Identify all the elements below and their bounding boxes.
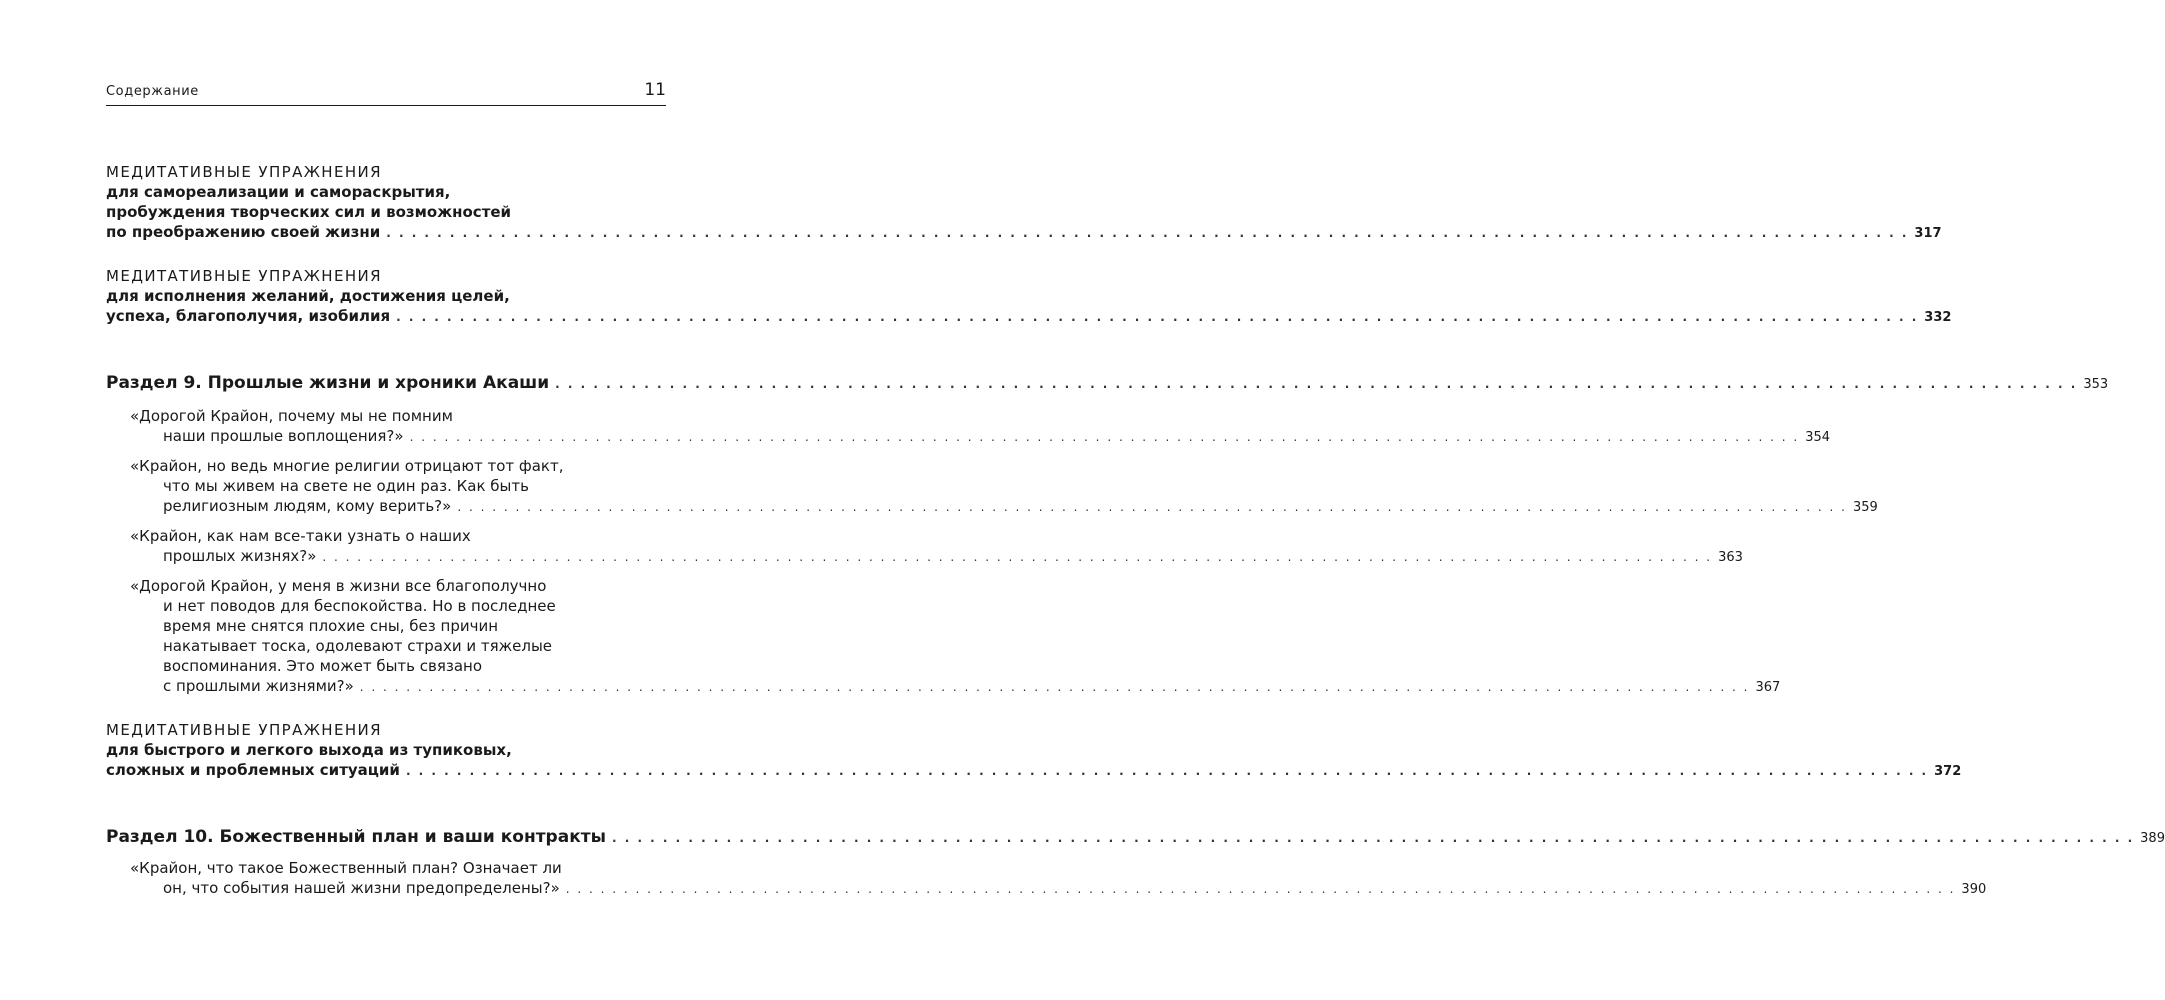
entry-last-line: Раздел 9. Прошлые жизни и хроники Акаши: [106, 373, 550, 393]
entry-line: пробуждения творческих сил и возможностей: [106, 203, 512, 221]
dot-leader: . . . . . . . . . . . . . . . . . . . . . . . . . . . . . . . . . . . . . . . . . . . . . . . . . . . . . . . . . . . . . . . . . . . . . . . . . . . . . . . . . . . . . . . . . . . . . . . . . . . . . . . . . . . . . . . . . . . . . . . .: [457, 500, 1847, 514]
entry-line: воспоминания. Это может быть связано: [163, 657, 483, 675]
entry-line: что мы живем на свете не один раз. Как быть: [163, 477, 529, 495]
entry-last-line: успеха, благополучия, изобилия: [106, 307, 391, 325]
entry-line: «Дорогой Крайон, почему мы не помним: [130, 407, 453, 425]
entry-line: время мне снятся плохие сны, без причин: [163, 617, 499, 635]
entry-line: и нет поводов для беспокойства. Но в последнее: [163, 597, 556, 615]
entry-last-line: по преображению своей жизни: [106, 223, 381, 241]
entry-line: для быстрого и легкого выхода из тупиковых,: [106, 741, 512, 759]
toc-entry-question[interactable]: [106, 576, 1781, 698]
dot-leader: . . . . . . . . . . . . . . . . . . . . . . . . . . . . . . . . . . . . . . . . . . . . . . . . . . . . . . . . . . . . . . . . . . . . . . . . . . . . . . . . . . . . . . . . . . . . . . . . . . . . . . . . . . . . . . . . . . . . . . . .: [409, 430, 1800, 444]
entry-page-number: 390: [1961, 882, 1987, 897]
entry-line: для исполнения желаний, достижения целей,: [106, 287, 510, 305]
entry-line: «Крайон, как нам все-таки узнать о наших: [130, 527, 471, 545]
entry-heading: МЕДИТАТИВНЫЕ УПРАЖНЕНИЯ: [106, 721, 382, 739]
entry-line: «Крайон, что такое Божественный план? Означает ли: [130, 859, 562, 877]
running-head: [106, 80, 666, 106]
dot-leader: . . . . . . . . . . . . . . . . . . . . . . . . . . . . . . . . . . . . . . . . . . . . . . . . . . . . . . . . . . . . . . . . . . . . . . . . . . . . . . . . . . . . . . . . . . . . . . . . . . . . . . . . . . . . . . . . . . . . . . . .: [555, 377, 2078, 391]
toc-entry-exercises[interactable]: [106, 162, 1942, 244]
entry-page-number: 363: [1718, 550, 1743, 565]
dot-leader: . . . . . . . . . . . . . . . . . . . . . . . . . . . . . . . . . . . . . . . . . . . . . . . . . . . . . . . . . . . . . . . . . . . . . . . . . . . . . . . . . . . . . . . . . . . . . . . . . . . . . . . . . . . . . . . . . . . . . . . .: [359, 680, 1750, 694]
toc-entry-question[interactable]: [106, 406, 1831, 448]
entry-page-number: 359: [1852, 500, 1878, 515]
entry-last-line: с прошлыми жизнями?»: [163, 677, 354, 695]
toc-entry-exercises[interactable]: [106, 266, 1952, 328]
entry-last-line: прошлых жизнях?»: [163, 547, 317, 565]
entry-last-line: наши прошлые воплощения?»: [163, 427, 404, 445]
dot-leader: . . . . . . . . . . . . . . . . . . . . . . . . . . . . . . . . . . . . . . . . . . . . . . . . . . . . . . . . . . . . . . . . . . . . . . . . . . . . . . . . . . . . . . . . . . . . . . . . . . . . . . . . . . . . . . . . . . . . . . . .: [611, 831, 2135, 845]
toc-page: [106, 80, 2165, 900]
entry-last-line: религиозным людям, кому верить?»: [163, 497, 452, 515]
entry-line: накатывает тоска, одолевают страхи и тяжелые: [163, 637, 553, 655]
dot-leader: . . . . . . . . . . . . . . . . . . . . . . . . . . . . . . . . . . . . . . . . . . . . . . . . . . . . . . . . . . . . . . . . . . . . . . . . . . . . . . . . . . . . . . . . . . . . . . . . . . . . . . . . . . . . . . . . . . . . . . . .: [386, 226, 1909, 240]
entry-line: «Крайон, но ведь многие религии отрицают тот факт,: [130, 457, 564, 475]
entry-heading: МЕДИТАТИВНЫЕ УПРАЖНЕНИЯ: [106, 267, 382, 285]
entry-page-number: 367: [1755, 680, 1781, 695]
toc-entry-exercises[interactable]: [106, 720, 1962, 782]
dot-leader: . . . . . . . . . . . . . . . . . . . . . . . . . . . . . . . . . . . . . . . . . . . . . . . . . . . . . . . . . . . . . . . . . . . . . . . . . . . . . . . . . . . . . . . . . . . . . . . . . . . . . . . . . . . . . . . . . . . . . . . .: [565, 882, 1956, 896]
dot-leader: . . . . . . . . . . . . . . . . . . . . . . . . . . . . . . . . . . . . . . . . . . . . . . . . . . . . . . . . . . . . . . . . . . . . . . . . . . . . . . . . . . . . . . . . . . . . . . . . . . . . . . . . . . . . . . . . . . . . . . . .: [322, 550, 1713, 564]
running-head-title: Содержание: [106, 84, 199, 99]
entry-page-number: 332: [1924, 310, 1952, 325]
entry-line: «Дорогой Крайон, у меня в жизни все благополучно: [130, 577, 547, 595]
entry-last-line: сложных и проблемных ситуаций: [106, 761, 400, 779]
entry-last-line: Раздел 10. Божественный план и ваши контракты: [106, 827, 606, 847]
entry-last-line: он, что события нашей жизни предопределены?»: [163, 879, 560, 897]
entry-page-number: 354: [1805, 430, 1831, 445]
dot-leader: . . . . . . . . . . . . . . . . . . . . . . . . . . . . . . . . . . . . . . . . . . . . . . . . . . . . . . . . . . . . . . . . . . . . . . . . . . . . . . . . . . . . . . . . . . . . . . . . . . . . . . . . . . . . . . . . . . . . . . . .: [396, 310, 1919, 324]
page-number: 11: [644, 80, 666, 100]
table-of-contents: [106, 162, 2165, 900]
entry-line: для самореализации и самораскрытия,: [106, 183, 451, 201]
entry-heading: МЕДИТАТИВНЫЕ УПРАЖНЕНИЯ: [106, 163, 382, 181]
dot-leader: . . . . . . . . . . . . . . . . . . . . . . . . . . . . . . . . . . . . . . . . . . . . . . . . . . . . . . . . . . . . . . . . . . . . . . . . . . . . . . . . . . . . . . . . . . . . . . . . . . . . . . . . . . . . . . . . . . . . . . . .: [405, 764, 1929, 778]
entry-page-number: 389: [2140, 831, 2165, 846]
toc-entry-question[interactable]: [106, 526, 1743, 568]
entry-page-number: 317: [1914, 226, 1942, 241]
toc-entry-question[interactable]: [106, 456, 1878, 518]
toc-entry-section[interactable]: [106, 372, 2109, 396]
toc-entry-section[interactable]: [106, 826, 2165, 850]
toc-entry-question[interactable]: [106, 858, 1987, 900]
entry-page-number: 353: [2083, 377, 2109, 392]
entry-page-number: 372: [1934, 764, 1962, 779]
